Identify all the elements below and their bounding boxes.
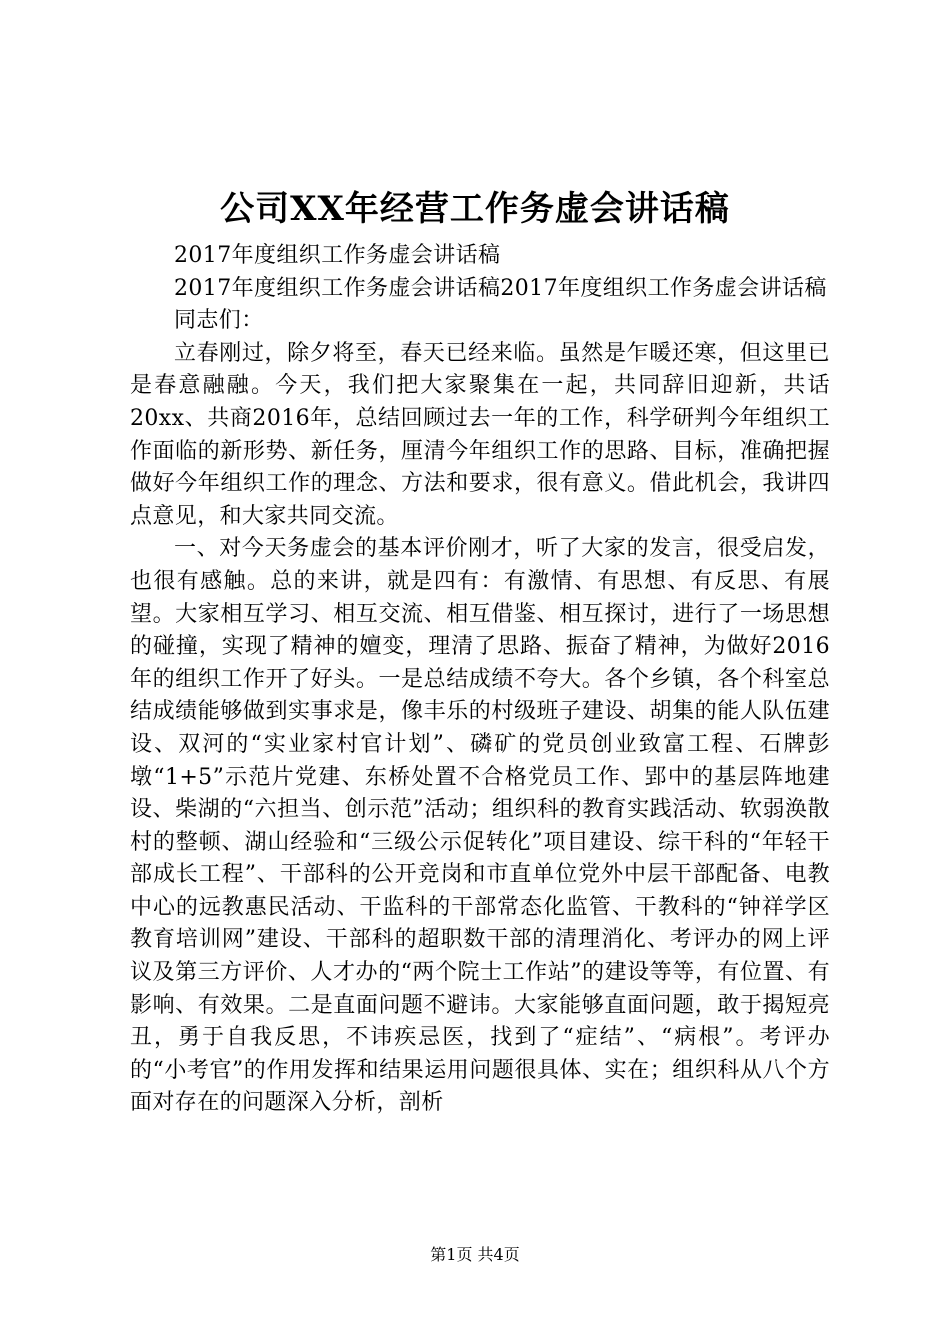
paragraph-subtitle: 2017年度组织工作务虚会讲话稿 [174, 243, 501, 268]
paragraph-section-one: 一、对今天务虚会的基本评价刚才，听了大家的发言，很受启发，也很有感触。总的来讲，就是四有：有激情、有思想、有反思、有展望。大家相互学习、相互交流、相互借鉴、相互探讨，进行了一场思想的碰撞，实现了精神的嬗变，理清了思路、振奋了精神，为做好2016年的组织工作开了好头。一是总结成绩不夸大。各个乡镇，各个科室总结成绩能够做到实事求是，像丰乐的村级班子建设、胡集的能人队伍建设、双河的“实业家村官计划”、磷矿的党员创业致富工程、石牌彭墩“1+5”示范片党建、东桥处置不合格党员工作、郢中的基层阵地建设、柴湖的“六担当、创示范”活动；组织科的教育实践活动、软弱涣散村的整顿、湖山经验和“三级公示促转化”项目建设、综干科的“年轻干部成长工程”、干部科的公开竞岗和市直单位党外中层干部配备、电教中心的远教惠民活动、干监科的干部常态化监管、干教科的“钟祥学区教育培训网”建设、干部科的超职数干部的清理消化、考评办的网上评议及第三方评价、人才办的“两个院士工作站”的建设等等，有位置、有影响、有效果。二是直面问题不避讳。大家能够直面问题，敢于揭短亮丑，勇于自我反思，不讳疾忌医，找到了“症结”、“病根”。考评办的“小考官”的作用发挥和结果运用问题很具体、实在；组织科从八个方面对存在的问题深入分析，剖析 [130, 536, 830, 1116]
document-title: 公司XX年经营工作务虚会讲话稿 [220, 189, 730, 229]
paragraph-salutation: 同志们： [174, 308, 264, 334]
paragraph-repeated-title: 2017年度组织工作务虚会讲话稿2017年度组织工作务虚会讲话稿 [174, 275, 827, 301]
paragraph-opening: 立春刚过，除夕将至，春天已经来临。虽然是乍暖还寒，但这里已是春意融融。今天，我们把大家聚集在一起，共同辞旧迎新，共话20xx、共商2016年，总结回顾过去一年的工作，科学研判今年组织工作面临的新形势、新任务，厘清今年组织工作的思路、目标，准确把握做好今年组织工作的理念、方法和要求，很有意义。借此机会，我讲四点意见，和大家共同交流。 [130, 340, 830, 529]
page-number-footer: 第1页 共4页 [430, 1245, 520, 1264]
document-body [130, 240, 830, 1120]
